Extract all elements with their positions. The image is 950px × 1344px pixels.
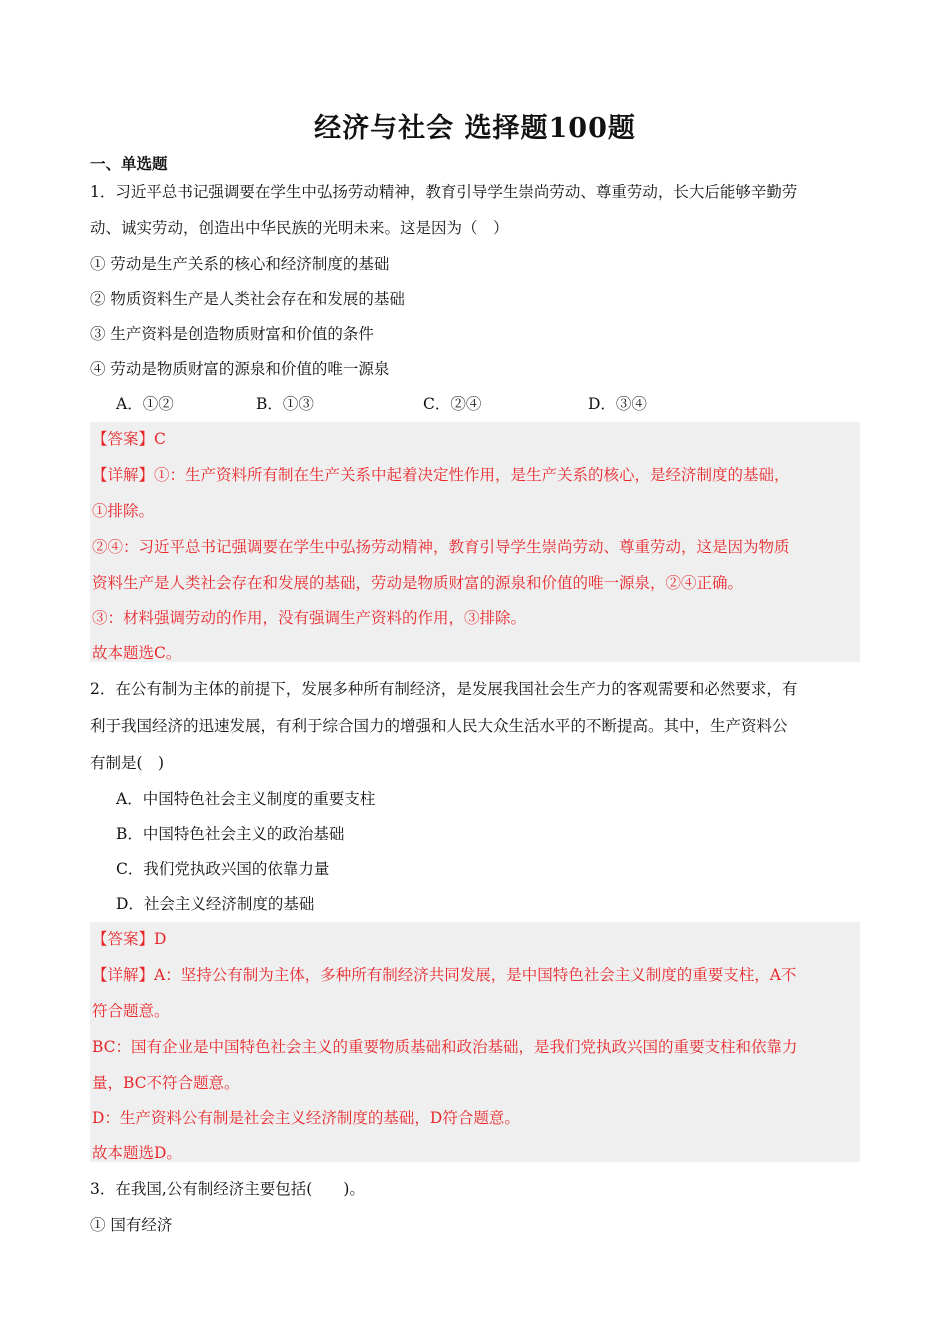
q2-detail-line: 量，BC不符合题意。	[92, 1074, 240, 1092]
q3-item: ① 国有经济	[90, 1216, 173, 1234]
q2-stem-line: 利于我国经济的迅速发展，有利于综合国力的增强和人民大众生活水平的不断提高。其中，生产资料公	[90, 717, 788, 735]
q1-stem-line: 动、诚实劳动，创造出中华民族的光明未来。这是因为（ ）	[90, 219, 509, 237]
q1-detail-line: ②④：习近平总书记强调要在学生中弘扬劳动精神，教育引导学生崇尚劳动、尊重劳动，这是因为物质	[92, 538, 790, 556]
q1-option-a: A．①②	[116, 395, 174, 413]
q2-option-c: C．我们党执政兴国的依靠力量	[116, 860, 330, 878]
q2-answer: 【答案】D	[92, 930, 167, 948]
q1-detail-line: ③：材料强调劳动的作用，没有强调生产资料的作用，③排除。	[92, 609, 527, 627]
q2-option-a: A．中国特色社会主义制度的重要支柱	[116, 790, 376, 808]
q2-stem-line: 2．在公有制为主体的前提下，发展多种所有制经济，是发展我国社会生产力的客观需要和必然要求，有	[90, 680, 798, 698]
q2-detail-line: 故本题选D。	[92, 1144, 182, 1162]
q3-stem: 3．在我国,公有制经济主要包括( )。	[90, 1180, 365, 1198]
q1-answer-box	[90, 422, 860, 662]
q1-answer: 【答案】C	[92, 430, 166, 448]
q1-detail-line: 资料生产是人类社会存在和发展的基础，劳动是物质财富的源泉和价值的唯一源泉，②④正确。	[92, 574, 744, 592]
q2-answer-box	[90, 922, 860, 1162]
q1-option-b: B．①③	[256, 395, 314, 413]
q1-detail-line: 【详解】①：生产资料所有制在生产关系中起着决定性作用，是生产关系的核心，是经济制度的基础，	[92, 466, 790, 484]
q1-item: ④ 劳动是物质财富的源泉和价值的唯一源泉	[90, 360, 390, 378]
q1-stem-line: 1．习近平总书记强调要在学生中弘扬劳动精神，教育引导学生崇尚劳动、尊重劳动，长大后能够辛勤劳	[90, 183, 798, 201]
q2-detail-line: BC：国有企业是中国特色社会主义的重要物质基础和政治基础，是我们党执政兴国的重要支柱和依靠力	[92, 1038, 798, 1056]
q2-detail-line: D：生产资料公有制是社会主义经济制度的基础，D符合题意。	[92, 1109, 520, 1127]
q2-detail-line: 【详解】A：坚持公有制为主体，多种所有制经济共同发展，是中国特色社会主义制度的重要支柱，A不	[92, 966, 797, 984]
q2-detail-line: 符合题意。	[92, 1002, 170, 1020]
q1-item: ③ 生产资料是创造物质财富和价值的条件	[90, 325, 374, 343]
q2-stem-line: 有制是( )	[90, 754, 165, 772]
q1-detail-line: 故本题选C。	[92, 644, 182, 662]
q2-option-b: B．中国特色社会主义的政治基础	[116, 825, 345, 843]
section-heading: 一、单选题	[90, 154, 168, 173]
q1-item: ① 劳动是生产关系的核心和经济制度的基础	[90, 255, 390, 273]
q1-detail-line: ①排除。	[92, 502, 155, 520]
q1-item: ② 物质资料生产是人类社会存在和发展的基础	[90, 290, 405, 308]
q2-option-d: D．社会主义经济制度的基础	[116, 895, 315, 913]
page-title: 经济与社会 选择题100题	[314, 113, 636, 144]
q1-option-d: D．③④	[588, 395, 647, 413]
q1-option-c: C．②④	[423, 395, 482, 413]
